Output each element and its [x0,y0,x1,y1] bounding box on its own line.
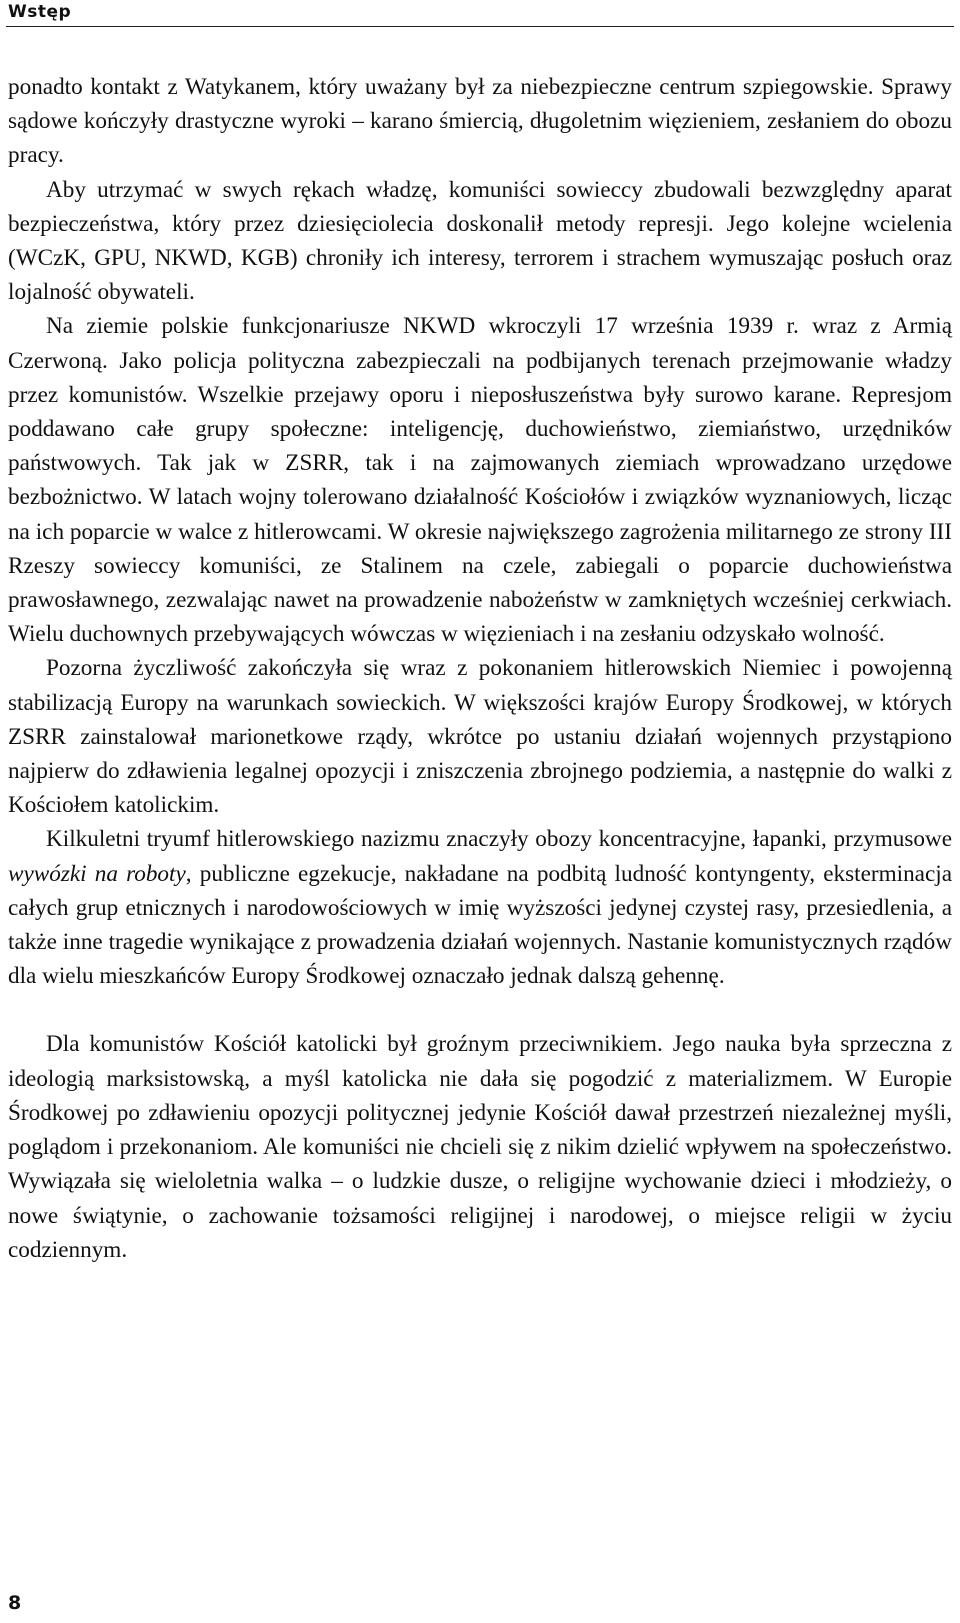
paragraph: Pozorna życzliwość zakończyła się wraz z pokonaniem hitlerowskich Niemiec i powojenną stabilizacją Europy na warunkach sowieckich. W większości krajów Europy Środkowej, w których ZSRR zainstalował marionetkowe rządy, wkrótce po ustaniu działań wojennych przystąpiono najpierw do zdławienia legalnej opozycji i zniszczenia zbrojnego podziemia, a następnie do walki z Kościołem katolickim. [8,655,952,819]
paragraph-text: , publiczne egzekucje, nakładane na podbitą ludność kontyngenty, eksterminacja całych grup etnicznych i narodowościowych w imię wyższości jedynej czystej rasy, przesiedlenia, a także inne tragedie wynikające z prowadzenia działań wojennych. Nastanie komunistycznych rządów dla wielu mieszkańców Europy Środkowej oznaczało jednak dalszą gehennę. [8,860,952,990]
italic-phrase: wywózki na roboty [8,860,186,887]
paragraph: Dla komunistów Kościół katolicki był groźnym przeciwnikiem. Jego nauka była sprzeczna z ideologią marksistowską, a myśl katolicka nie dała się pogodzić z materializmem. W Europie Środkowej po zdławieniu opozycji politycznej jedynie Kościół dawał przestrzeń niezależnej myśli, poglądom i przekonaniom. Ale komuniści nie chcieli się z nikim dzielić wpływem na społeczeństwo. Wywiązała się wieloletnia walka – o ludzkie dusze, o religijne wychowanie dzieci i młodzieży, o nowe świątynie, o zachowanie tożsamości religijnej i narodowej, o miejsce religii w życiu codziennym. [8,1031,952,1263]
paragraph: Aby utrzymać w swych rękach władzę, komuniści sowieccy zbudowali bezwzględny aparat bezpieczeństwa, który przez dziesięciolecia doskonalił metody represji. Jego kolejne wcielenia (WCzK, GPU, NKWD, KGB) chroniły ich interesy, terrorem i strachem wymuszając posłuch oraz lojalność obywateli. [8,176,952,306]
paragraph: Na ziemie polskie funkcjonariusze NKWD wkroczyli 17 września 1939 r. wraz z Armią Czerwoną. Jako policja polityczna zabezpieczali na podbijanych terenach przejmowanie władzy przez komunistów. Wszelkie przejawy oporu i nieposłuszeństwa były surowo karane. Represjom poddawano całe grupy społeczne: inteligencję, duchowieństwo, ziemiaństwo, urzędników państwowych. Tak jak w ZSRR, tak i na zajmowanych ziemiach wprowadzano urzędowe bezbożnictwo. W latach wojny tolerowano działalność Kościołów i związków wyznaniowych, licząc na ich poparcie w walce z hitlerowcami. W okresie największego zagrożenia militarnego ze strony III Rzeszy sowieccy komuniści, ze Stalinem na czele, zabiegali o poparcie duchowieństwa prawosławnego, zezwalając nawet na prowadzenie nabożeństw w zamkniętych wcześniej cerkwiach. Wielu duchownych przebywających wówczas w więzieniach i na zesłaniu odzyskało wolność. [8,313,952,648]
paragraph [8,822,952,993]
header-rule [6,26,954,27]
paragraph: ponadto kontakt z Watykanem, który uważany był za niebezpieczne centrum szpiegowskie. Sprawy sądowe kończyły drastyczne wyroki – karano śmiercią, długoletnim więzieniem, zesłaniem do obozu pracy. [8,74,952,169]
paragraph-text: Kilkuletni tryumf hitlerowskiego nazizmu znaczyły obozy koncentracyjne, łapanki, przymusowe [46,826,952,853]
running-title: Wstęp [8,2,72,22]
page-number: 8 [8,1592,22,1614]
page-body [8,70,952,1267]
